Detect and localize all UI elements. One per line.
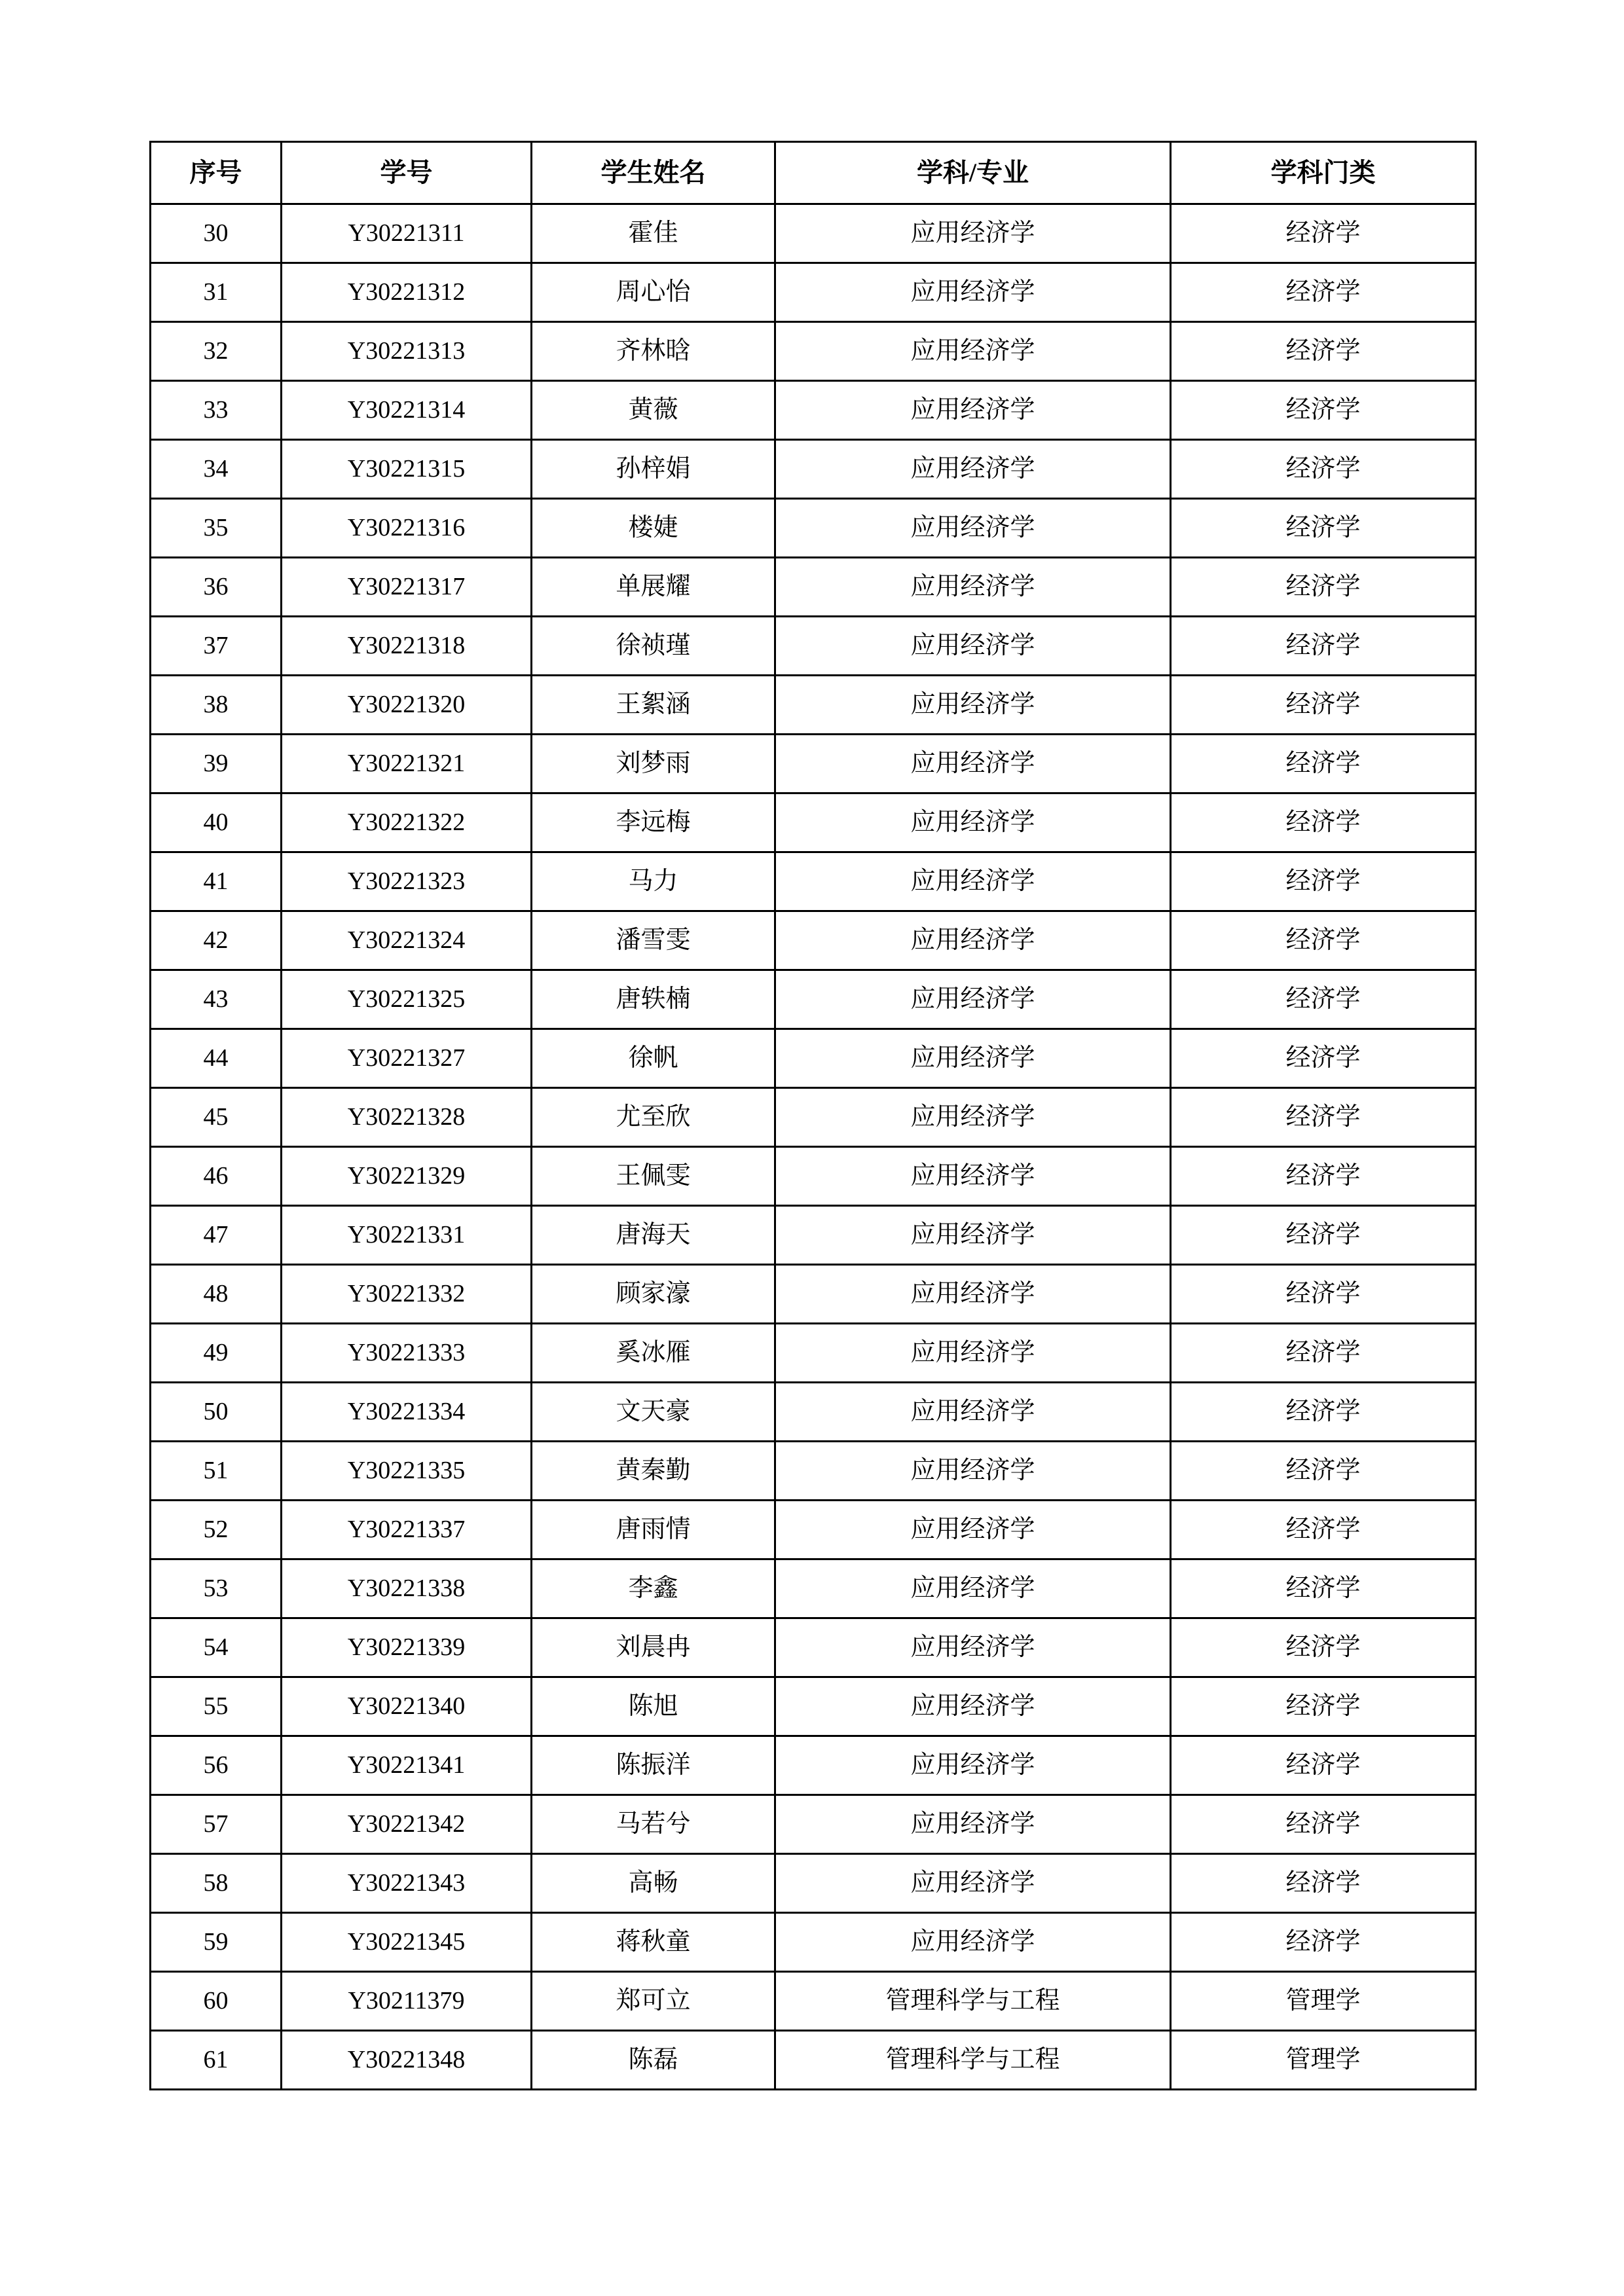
cell-student-id: Y30221348	[282, 2031, 532, 2090]
cell-student-name: 王絮涵	[532, 676, 775, 735]
cell-major: 应用经济学	[775, 1265, 1171, 1324]
cell-student-name: 李远梅	[532, 793, 775, 852]
cell-discipline-category: 经济学	[1171, 558, 1476, 617]
cell-discipline-category: 经济学	[1171, 1029, 1476, 1088]
cell-major: 应用经济学	[775, 1795, 1171, 1854]
cell-student-id: Y30221334	[282, 1383, 532, 1442]
table-row	[151, 676, 1476, 735]
table-row	[151, 2031, 1476, 2090]
cell-discipline-category: 经济学	[1171, 735, 1476, 793]
cell-student-id: Y30221321	[282, 735, 532, 793]
cell-student-name: 霍佳	[532, 204, 775, 263]
cell-seq: 40	[151, 793, 282, 852]
cell-discipline-category: 经济学	[1171, 1265, 1476, 1324]
cell-student-id: Y30221316	[282, 499, 532, 558]
cell-discipline-category: 经济学	[1171, 204, 1476, 263]
cell-seq: 57	[151, 1795, 282, 1854]
cell-student-name: 尤至欣	[532, 1088, 775, 1147]
cell-major: 应用经济学	[775, 1677, 1171, 1736]
cell-major: 应用经济学	[775, 735, 1171, 793]
cell-major: 应用经济学	[775, 1501, 1171, 1559]
table-row	[151, 1383, 1476, 1442]
cell-seq: 44	[151, 1029, 282, 1088]
cell-discipline-category: 经济学	[1171, 381, 1476, 440]
cell-student-name: 刘梦雨	[532, 735, 775, 793]
cell-student-id: Y30221320	[282, 676, 532, 735]
cell-seq: 52	[151, 1501, 282, 1559]
cell-discipline-category: 经济学	[1171, 440, 1476, 499]
cell-student-name: 唐轶楠	[532, 970, 775, 1029]
cell-seq: 60	[151, 1972, 282, 2031]
cell-seq: 42	[151, 911, 282, 970]
cell-student-name: 徐帆	[532, 1029, 775, 1088]
table-row	[151, 1618, 1476, 1677]
cell-discipline-category: 经济学	[1171, 852, 1476, 911]
cell-seq: 49	[151, 1324, 282, 1383]
cell-student-id: Y30221337	[282, 1501, 532, 1559]
table-row	[151, 1913, 1476, 1972]
cell-discipline-category: 经济学	[1171, 263, 1476, 322]
column-header-major: 学科/专业	[775, 142, 1171, 204]
cell-major: 应用经济学	[775, 204, 1171, 263]
cell-major: 应用经济学	[775, 1618, 1171, 1677]
student-roster-table	[149, 141, 1477, 2090]
table-row	[151, 1559, 1476, 1618]
cell-discipline-category: 经济学	[1171, 1088, 1476, 1147]
cell-discipline-category: 经济学	[1171, 1324, 1476, 1383]
table-row	[151, 1265, 1476, 1324]
cell-student-id: Y30221332	[282, 1265, 532, 1324]
table-body	[151, 204, 1476, 2090]
cell-major: 应用经济学	[775, 263, 1171, 322]
table-row	[151, 793, 1476, 852]
cell-student-id: Y30221324	[282, 911, 532, 970]
cell-discipline-category: 经济学	[1171, 617, 1476, 676]
cell-major: 管理科学与工程	[775, 2031, 1171, 2090]
table-row	[151, 499, 1476, 558]
cell-student-name: 王佩雯	[532, 1147, 775, 1206]
table-row	[151, 1324, 1476, 1383]
cell-student-id: Y30221322	[282, 793, 532, 852]
cell-seq: 58	[151, 1854, 282, 1913]
cell-major: 应用经济学	[775, 381, 1171, 440]
cell-seq: 47	[151, 1206, 282, 1265]
cell-student-id: Y30221328	[282, 1088, 532, 1147]
cell-major: 应用经济学	[775, 1559, 1171, 1618]
cell-major: 应用经济学	[775, 1147, 1171, 1206]
cell-student-name: 陈磊	[532, 2031, 775, 2090]
cell-student-id: Y30221333	[282, 1324, 532, 1383]
cell-student-name: 高畅	[532, 1854, 775, 1913]
cell-student-name: 陈旭	[532, 1677, 775, 1736]
cell-major: 应用经济学	[775, 1088, 1171, 1147]
cell-discipline-category: 经济学	[1171, 970, 1476, 1029]
cell-seq: 38	[151, 676, 282, 735]
table-row	[151, 558, 1476, 617]
cell-student-name: 孙梓娟	[532, 440, 775, 499]
cell-discipline-category: 管理学	[1171, 1972, 1476, 2031]
cell-student-name: 蒋秋童	[532, 1913, 775, 1972]
cell-major: 应用经济学	[775, 1324, 1171, 1383]
cell-student-id: Y30221325	[282, 970, 532, 1029]
cell-discipline-category: 经济学	[1171, 1442, 1476, 1501]
cell-student-name: 齐林晗	[532, 322, 775, 381]
cell-student-id: Y30211379	[282, 1972, 532, 2031]
cell-major: 应用经济学	[775, 1029, 1171, 1088]
cell-major: 应用经济学	[775, 1442, 1171, 1501]
table-row	[151, 1442, 1476, 1501]
cell-seq: 50	[151, 1383, 282, 1442]
cell-student-name: 黄秦勤	[532, 1442, 775, 1501]
cell-student-id: Y30221312	[282, 263, 532, 322]
cell-major: 应用经济学	[775, 793, 1171, 852]
column-header-student-name: 学生姓名	[532, 142, 775, 204]
cell-discipline-category: 经济学	[1171, 1854, 1476, 1913]
cell-student-id: Y30221338	[282, 1559, 532, 1618]
cell-discipline-category: 经济学	[1171, 1618, 1476, 1677]
cell-student-name: 顾家濠	[532, 1265, 775, 1324]
cell-seq: 30	[151, 204, 282, 263]
cell-student-id: Y30221313	[282, 322, 532, 381]
column-header-discipline-category: 学科门类	[1171, 142, 1476, 204]
cell-student-id: Y30221343	[282, 1854, 532, 1913]
cell-student-id: Y30221339	[282, 1618, 532, 1677]
cell-student-id: Y30221345	[282, 1913, 532, 1972]
column-header-seq: 序号	[151, 142, 282, 204]
cell-student-name: 周心怡	[532, 263, 775, 322]
cell-seq: 41	[151, 852, 282, 911]
cell-student-id: Y30221335	[282, 1442, 532, 1501]
table-row	[151, 381, 1476, 440]
cell-discipline-category: 经济学	[1171, 499, 1476, 558]
cell-student-name: 单展耀	[532, 558, 775, 617]
table-row	[151, 1206, 1476, 1265]
cell-student-id: Y30221317	[282, 558, 532, 617]
cell-student-name: 徐祯瑾	[532, 617, 775, 676]
table-row	[151, 440, 1476, 499]
cell-student-name: 楼婕	[532, 499, 775, 558]
cell-student-name: 马力	[532, 852, 775, 911]
cell-student-id: Y30221327	[282, 1029, 532, 1088]
cell-seq: 33	[151, 381, 282, 440]
cell-seq: 32	[151, 322, 282, 381]
cell-major: 应用经济学	[775, 1736, 1171, 1795]
table-row	[151, 1088, 1476, 1147]
table-row	[151, 263, 1476, 322]
cell-discipline-category: 经济学	[1171, 793, 1476, 852]
cell-seq: 31	[151, 263, 282, 322]
cell-major: 应用经济学	[775, 558, 1171, 617]
cell-seq: 36	[151, 558, 282, 617]
table-row	[151, 617, 1476, 676]
table-row	[151, 322, 1476, 381]
cell-student-name: 唐雨情	[532, 1501, 775, 1559]
cell-discipline-category: 经济学	[1171, 1206, 1476, 1265]
cell-major: 应用经济学	[775, 1383, 1171, 1442]
cell-seq: 61	[151, 2031, 282, 2090]
cell-discipline-category: 经济学	[1171, 676, 1476, 735]
cell-student-id: Y30221311	[282, 204, 532, 263]
cell-seq: 39	[151, 735, 282, 793]
cell-discipline-category: 经济学	[1171, 1501, 1476, 1559]
cell-student-id: Y30221342	[282, 1795, 532, 1854]
cell-major: 应用经济学	[775, 1913, 1171, 1972]
cell-discipline-category: 经济学	[1171, 1736, 1476, 1795]
cell-discipline-category: 经济学	[1171, 1383, 1476, 1442]
cell-discipline-category: 经济学	[1171, 1913, 1476, 1972]
cell-seq: 35	[151, 499, 282, 558]
cell-student-name: 马若兮	[532, 1795, 775, 1854]
cell-seq: 43	[151, 970, 282, 1029]
cell-major: 应用经济学	[775, 852, 1171, 911]
table-row	[151, 970, 1476, 1029]
cell-student-id: Y30221340	[282, 1677, 532, 1736]
cell-major: 管理科学与工程	[775, 1972, 1171, 2031]
cell-major: 应用经济学	[775, 499, 1171, 558]
table-row	[151, 1972, 1476, 2031]
cell-student-name: 奚冰雁	[532, 1324, 775, 1383]
cell-discipline-category: 经济学	[1171, 1147, 1476, 1206]
table-row	[151, 1795, 1476, 1854]
table-row	[151, 1029, 1476, 1088]
cell-seq: 48	[151, 1265, 282, 1324]
cell-student-name: 李鑫	[532, 1559, 775, 1618]
table-header	[151, 142, 1476, 204]
table-row	[151, 852, 1476, 911]
cell-seq: 46	[151, 1147, 282, 1206]
cell-student-name: 刘晨冉	[532, 1618, 775, 1677]
table-row	[151, 1854, 1476, 1913]
cell-seq: 34	[151, 440, 282, 499]
table-row	[151, 204, 1476, 263]
cell-discipline-category: 管理学	[1171, 2031, 1476, 2090]
cell-student-id: Y30221341	[282, 1736, 532, 1795]
cell-discipline-category: 经济学	[1171, 322, 1476, 381]
cell-seq: 51	[151, 1442, 282, 1501]
cell-student-id: Y30221331	[282, 1206, 532, 1265]
cell-student-name: 文天豪	[532, 1383, 775, 1442]
cell-student-name: 陈振洋	[532, 1736, 775, 1795]
table-row	[151, 735, 1476, 793]
cell-student-name: 黄薇	[532, 381, 775, 440]
cell-discipline-category: 经济学	[1171, 911, 1476, 970]
cell-discipline-category: 经济学	[1171, 1795, 1476, 1854]
table-row	[151, 1147, 1476, 1206]
table-header-row	[151, 142, 1476, 204]
cell-student-name: 郑可立	[532, 1972, 775, 2031]
cell-student-id: Y30221318	[282, 617, 532, 676]
table-row	[151, 1736, 1476, 1795]
cell-major: 应用经济学	[775, 970, 1171, 1029]
cell-seq: 54	[151, 1618, 282, 1677]
column-header-student-id: 学号	[282, 142, 532, 204]
cell-seq: 59	[151, 1913, 282, 1972]
cell-major: 应用经济学	[775, 1206, 1171, 1265]
cell-seq: 55	[151, 1677, 282, 1736]
cell-discipline-category: 经济学	[1171, 1677, 1476, 1736]
cell-seq: 37	[151, 617, 282, 676]
cell-major: 应用经济学	[775, 322, 1171, 381]
cell-student-id: Y30221314	[282, 381, 532, 440]
cell-major: 应用经济学	[775, 911, 1171, 970]
cell-major: 应用经济学	[775, 617, 1171, 676]
cell-major: 应用经济学	[775, 1854, 1171, 1913]
cell-discipline-category: 经济学	[1171, 1559, 1476, 1618]
cell-seq: 45	[151, 1088, 282, 1147]
cell-seq: 53	[151, 1559, 282, 1618]
cell-student-id: Y30221315	[282, 440, 532, 499]
cell-seq: 56	[151, 1736, 282, 1795]
table-row	[151, 911, 1476, 970]
table-row	[151, 1501, 1476, 1559]
table-row	[151, 1677, 1476, 1736]
cell-student-name: 唐海天	[532, 1206, 775, 1265]
cell-major: 应用经济学	[775, 440, 1171, 499]
cell-student-name: 潘雪雯	[532, 911, 775, 970]
cell-student-id: Y30221323	[282, 852, 532, 911]
cell-student-id: Y30221329	[282, 1147, 532, 1206]
cell-major: 应用经济学	[775, 676, 1171, 735]
